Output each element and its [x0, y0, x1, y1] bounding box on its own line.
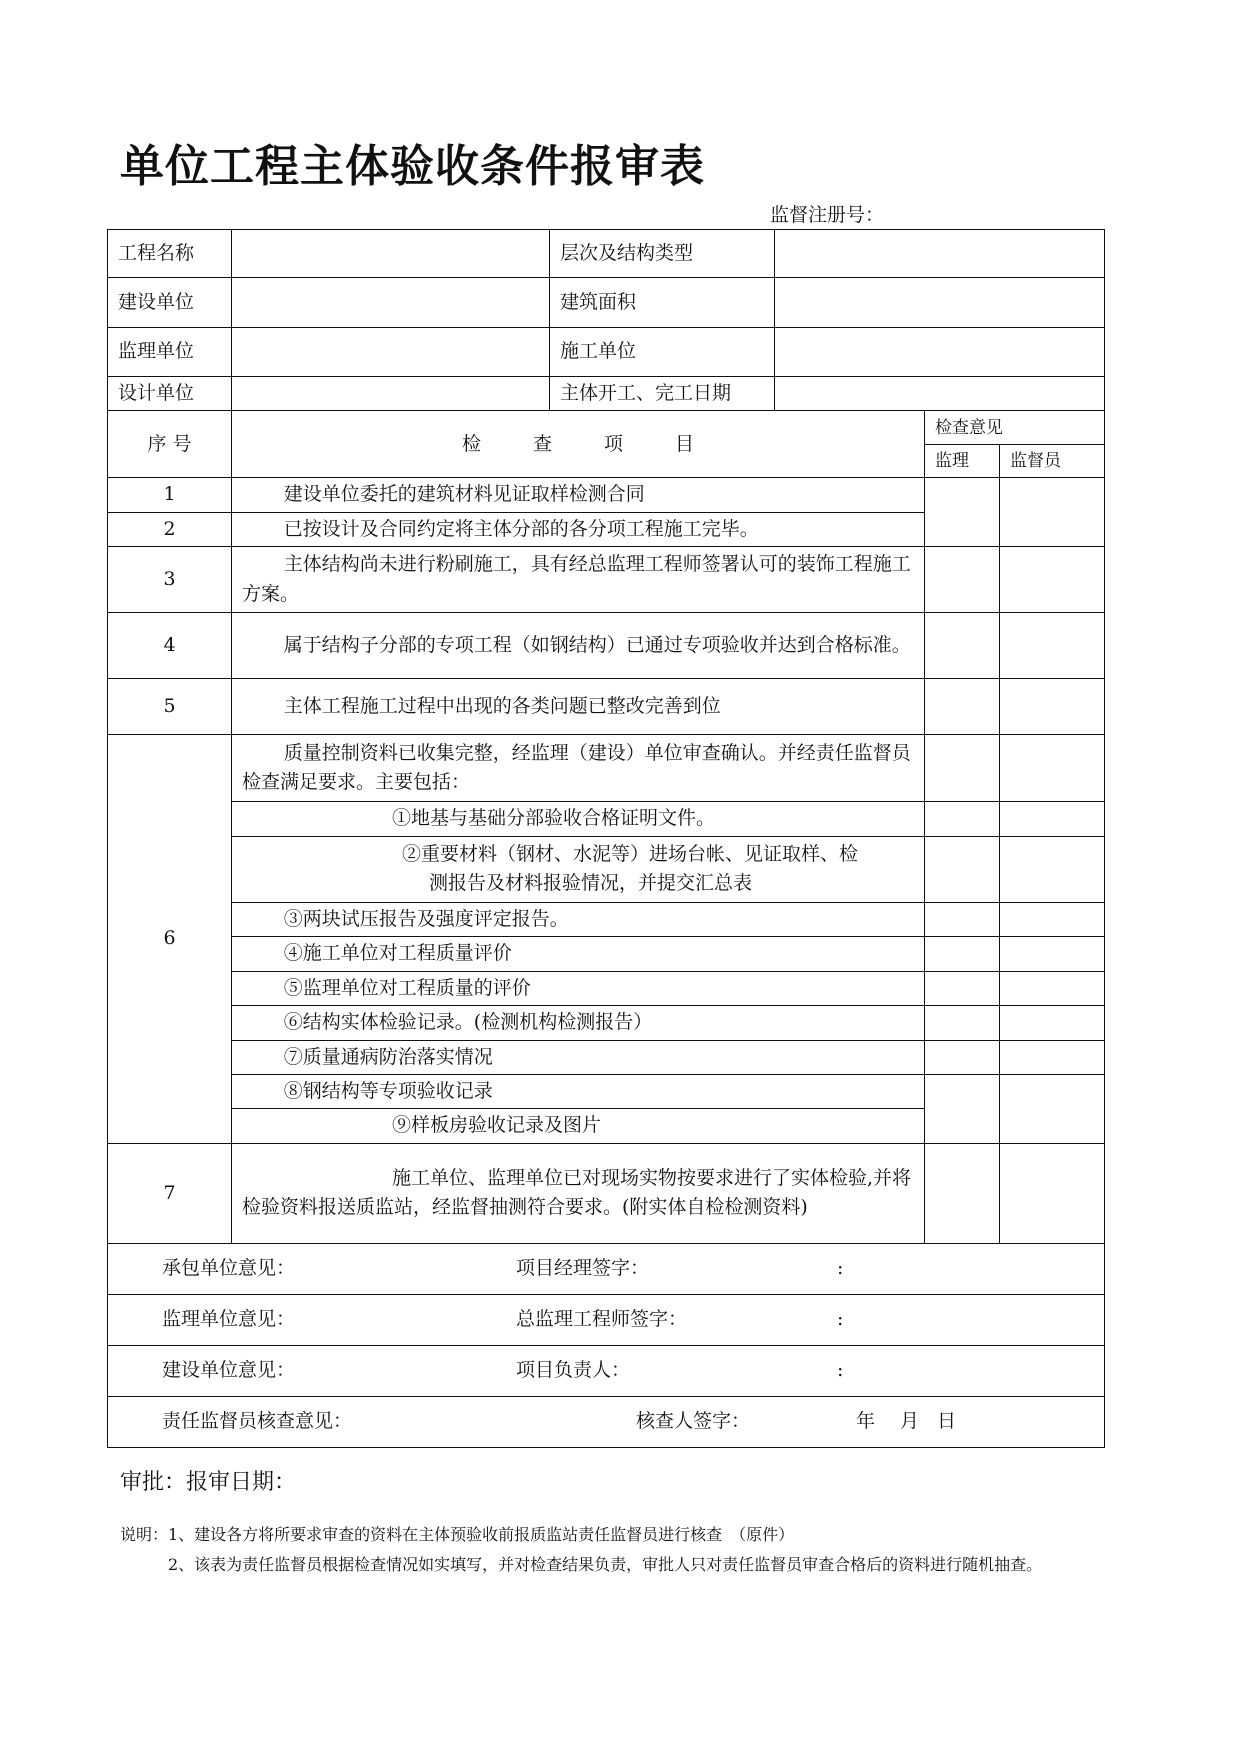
sub-item-row: [108, 1040, 1105, 1074]
inspector-check-cell[interactable]: [1000, 679, 1105, 735]
signature-label: 项目负责人：: [516, 1359, 631, 1382]
sub-item-text: ⑤监理单位对工程质量的评价: [232, 971, 925, 1005]
inspector-opinion-cell[interactable]: [108, 1396, 1105, 1447]
row-text: 主体结构尚未进行粉刷施工，具有经总监理工程师签署认可的装饰工程施工方案。: [232, 547, 925, 613]
opinion-label: 责任监督员核查意见：: [162, 1410, 353, 1433]
floors-structure-label: 层次及结构类型: [550, 230, 775, 278]
design-unit-field[interactable]: [232, 377, 550, 411]
note-1: 说明：1、建设各方将所要求审查的资料在主体预验收前报质监站责任监督员进行核查 （原件）: [120, 1525, 795, 1544]
inspector-check-cell[interactable]: [1000, 902, 1105, 936]
inspector-check-cell[interactable]: [1000, 971, 1105, 1005]
supervision-unit-label: 监理单位: [108, 328, 232, 377]
inspector-check-cell[interactable]: [1000, 802, 1105, 836]
signature-label: 核查人签字：: [636, 1410, 751, 1433]
signature-colon: :: [837, 1257, 844, 1280]
contractor-field[interactable]: [775, 328, 1105, 377]
construction-unit-field[interactable]: [232, 278, 550, 328]
row-number: 4: [108, 613, 232, 679]
supervisor-check-cell[interactable]: [925, 802, 1000, 836]
row-text: 建设单位委托的建筑材料见证取样检测合同: [232, 478, 925, 512]
opinion-row: [108, 1294, 1105, 1345]
building-area-label: 建筑面积: [550, 278, 775, 328]
supervisor-check-cell[interactable]: [925, 902, 1000, 936]
signature-label: 项目经理签字：: [516, 1257, 650, 1280]
row-number: 5: [108, 679, 232, 735]
signature-colon: :: [837, 1359, 844, 1382]
table-row: [108, 735, 1105, 802]
sub-item-text: ③两块试压报告及强度评定报告。: [232, 902, 925, 936]
supervisor-check-cell[interactable]: [925, 937, 1000, 971]
info-row-3: [108, 328, 1105, 377]
sub-item-row: [108, 802, 1105, 836]
supervisor-check-cell[interactable]: [925, 679, 1000, 735]
registration-label: 监督注册号：: [770, 204, 885, 226]
sub-item-row: [108, 902, 1105, 936]
project-name-label: 工程名称: [108, 230, 232, 278]
page-title: 单位工程主体验收条件报审表: [120, 141, 705, 192]
row-number: 3: [108, 547, 232, 613]
supervisor-check-cell[interactable]: [925, 1074, 1000, 1143]
row7-text: 施工单位、监理单位已对现场实物按要求进行了实体检验,并将检验资料报送质监站，经监督抽测符合要求。(附实体自检检测资料): [242, 1166, 912, 1219]
sub-item-text: [232, 836, 925, 902]
inspector-check-cell[interactable]: [1000, 735, 1105, 802]
sub-item-row: [108, 937, 1105, 971]
info-row-2: [108, 278, 1105, 328]
sub-item-row: [108, 836, 1105, 902]
floors-structure-field[interactable]: [775, 230, 1105, 278]
inspector-header: 监督员: [1000, 445, 1105, 478]
inspector-check-cell[interactable]: [1000, 1006, 1105, 1040]
items-header-char: 检: [461, 432, 481, 455]
sub-item-line: 测报告及材料报验情况，并提交汇总表: [429, 872, 753, 895]
sub-item-row: [108, 971, 1105, 1005]
supervisor-header: 监理: [925, 445, 1000, 478]
row-number: 2: [108, 512, 232, 546]
opinion-header: 检查意见: [925, 411, 1105, 445]
contractor-label: 施工单位: [550, 328, 775, 377]
row-text: [232, 1143, 925, 1243]
supervisor-check-cell[interactable]: [925, 1143, 1000, 1243]
supervisor-check-cell[interactable]: [925, 836, 1000, 902]
opinion-label: 建设单位意见：: [162, 1359, 296, 1382]
sub-item-text: ⑦质量通病防治落实情况: [232, 1040, 925, 1074]
header-row-1: [108, 411, 1105, 445]
sub-item-text: ⑨样板房验收记录及图片: [232, 1109, 925, 1143]
date-year: 年: [856, 1410, 876, 1433]
table-row: [108, 679, 1105, 735]
row-number: 7: [108, 1143, 232, 1243]
date-month: 月: [900, 1410, 920, 1433]
sub-item-row: [108, 1006, 1105, 1040]
sub-item-text: ④施工单位对工程质量评价: [232, 937, 925, 971]
supervisor-check-cell[interactable]: [925, 613, 1000, 679]
opinion-row: [108, 1396, 1105, 1447]
supervision-unit-field[interactable]: [232, 328, 550, 377]
info-row-4: [108, 377, 1105, 411]
contractor-opinion-cell[interactable]: [108, 1243, 1105, 1294]
design-unit-label: 设计单位: [108, 377, 232, 411]
opinion-label: 监理单位意见：: [162, 1308, 296, 1331]
owner-opinion-cell[interactable]: [108, 1345, 1105, 1396]
row-text: 已按设计及合同约定将主体分部的各分项工程施工完毕。: [232, 512, 925, 546]
seq-header: 序 号: [108, 411, 232, 478]
note-2: 2、该表为责任监督员根据检查情况如实填写，并对检查结果负责，审批人只对责任监督员审查合格后的资料进行随机抽查。: [168, 1555, 1043, 1575]
inspector-check-cell[interactable]: [1000, 836, 1105, 902]
supervisor-check-cell[interactable]: [925, 547, 1000, 613]
row-text: 主体工程施工过程中出现的各类问题已整改完善到位: [232, 679, 925, 735]
table-row: [108, 1143, 1105, 1243]
approval-date-label: 审批：报审日期：: [120, 1470, 297, 1495]
construction-unit-label: 建设单位: [108, 278, 232, 328]
table-row: [108, 613, 1105, 679]
inspector-check-cell[interactable]: [1000, 1074, 1105, 1143]
building-area-field[interactable]: [775, 278, 1105, 328]
info-row-1: [108, 230, 1105, 278]
sub-item-text: ⑥结构实体检验记录。(检测机构检测报告）: [232, 1006, 925, 1040]
inspector-check-cell[interactable]: [1000, 613, 1105, 679]
sub-item-line: ②重要材料（钢材、水泥等）进场台帐、见证取样、检: [402, 842, 859, 865]
inspector-check-cell[interactable]: [1000, 1143, 1105, 1243]
row-text: 质量控制资料已收集完整，经监理（建设）单位审查确认。并经责任监督员检查满足要求。主要包括：: [232, 735, 925, 802]
review-form-table: [107, 229, 1105, 1448]
table-row: [108, 478, 1105, 512]
row-number: 1: [108, 478, 232, 512]
items-header-char: 项: [604, 432, 624, 455]
items-header-char: 查: [532, 432, 552, 455]
supervisor-check-cell[interactable]: [925, 971, 1000, 1005]
start-end-dates-field[interactable]: [775, 377, 1105, 411]
table-row: [108, 547, 1105, 613]
start-end-dates-label: 主体开工、完工日期: [550, 377, 775, 411]
supervisor-check-cell[interactable]: [925, 1040, 1000, 1074]
items-header: [232, 411, 925, 478]
row-number: 6: [108, 735, 232, 1144]
row-text: 属于结构子分部的专项工程（如钢结构）已通过专项验收并达到合格标准。: [232, 613, 925, 679]
supervisor-check-cell[interactable]: [925, 1006, 1000, 1040]
sub-item-text: ①地基与基础分部验收合格证明文件。: [232, 802, 925, 836]
notes: [120, 1520, 1140, 1581]
opinion-row: [108, 1243, 1105, 1294]
date-day: 日: [937, 1410, 957, 1433]
inspector-check-cell[interactable]: [1000, 937, 1105, 971]
supervision-opinion-cell[interactable]: [108, 1294, 1105, 1345]
inspector-check-cell[interactable]: [1000, 547, 1105, 613]
signature-label: 总监理工程师签字：: [516, 1308, 688, 1331]
supervisor-check-cell[interactable]: [925, 735, 1000, 802]
project-name-field[interactable]: [232, 230, 550, 278]
signature-colon: :: [837, 1308, 844, 1331]
sub-item-text: ⑧钢结构等专项验收记录: [232, 1074, 925, 1108]
inspector-check-cell[interactable]: [1000, 478, 1105, 547]
inspector-check-cell[interactable]: [1000, 1040, 1105, 1074]
sub-item-row: [108, 1074, 1105, 1108]
items-header-char: 目: [675, 432, 695, 455]
opinion-label: 承包单位意见：: [162, 1257, 296, 1280]
supervisor-check-cell[interactable]: [925, 478, 1000, 547]
opinion-row: [108, 1345, 1105, 1396]
